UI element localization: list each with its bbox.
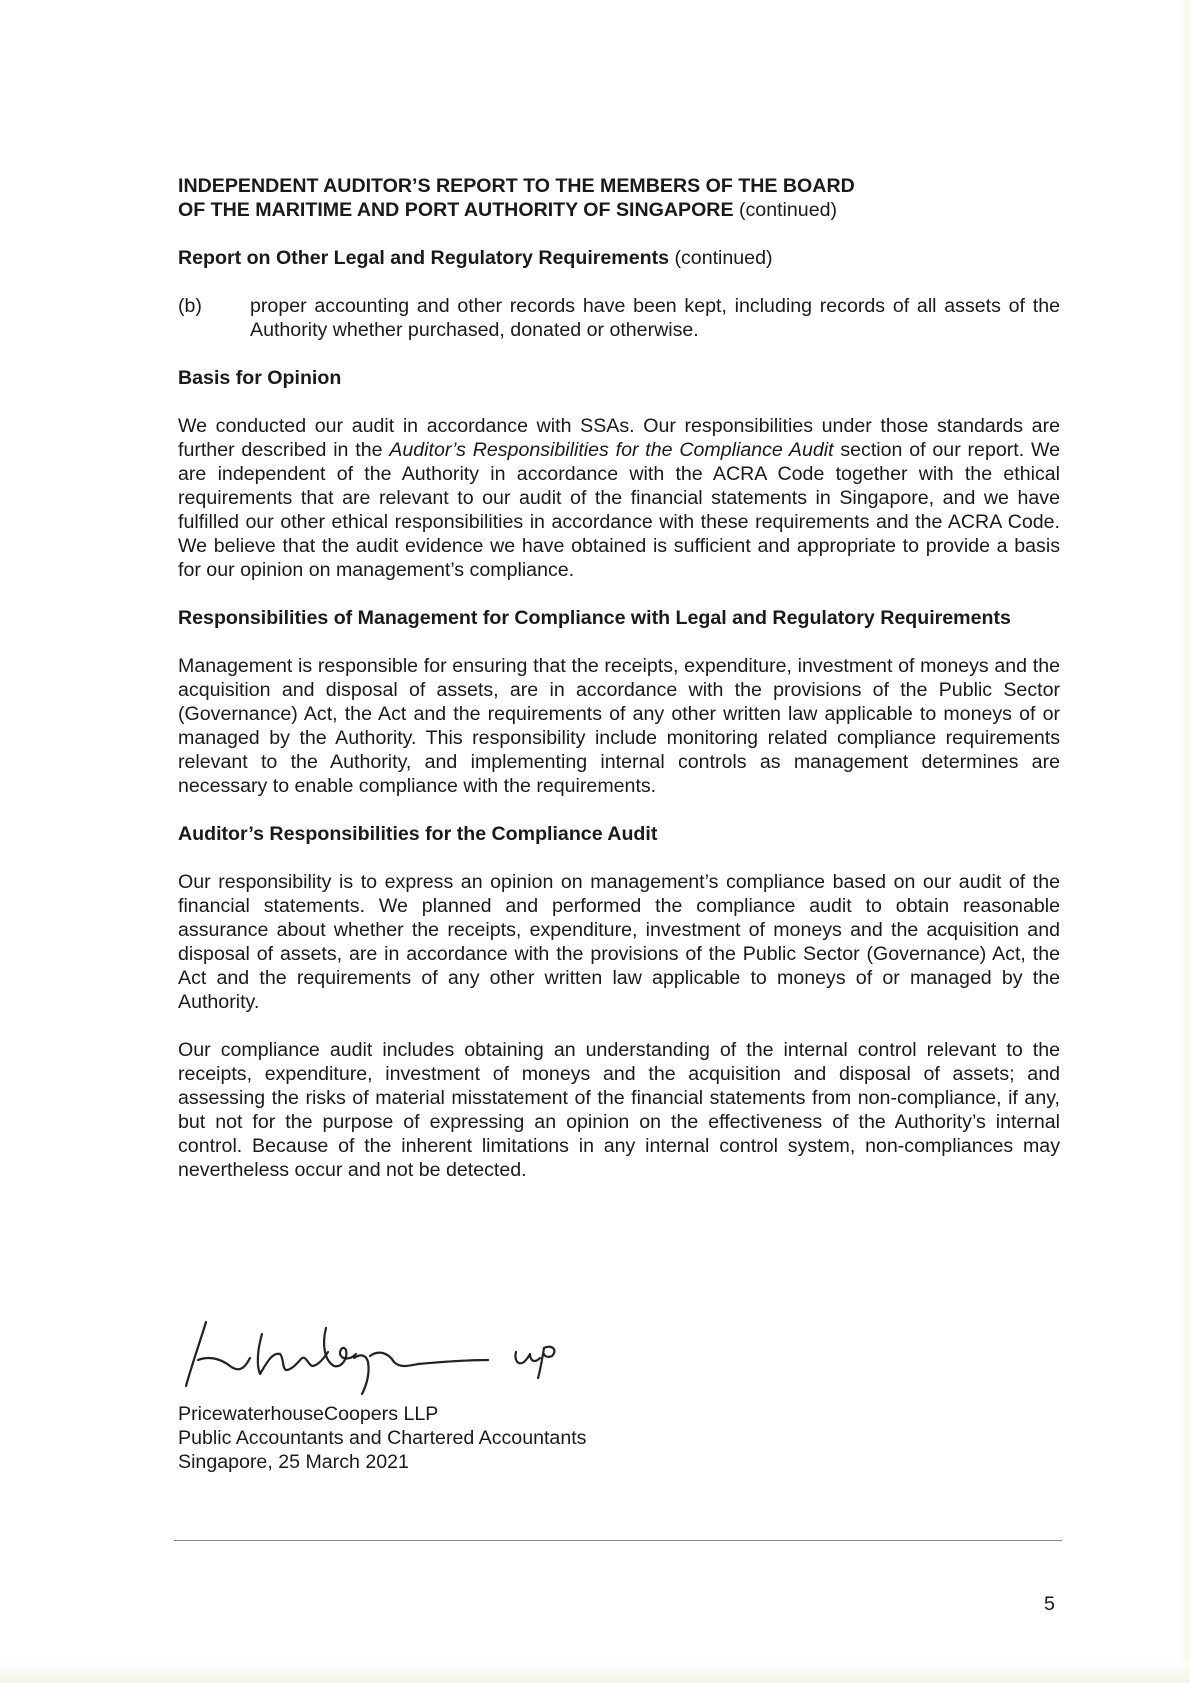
page-number: 5 [1044,1593,1055,1615]
auditor-responsibilities-heading: Auditor’s Responsibilities for the Compliance Audit [178,823,658,845]
list-item-marker: (b) [178,295,202,317]
report-body [178,174,1060,1182]
other-requirements-heading-text: Report on Other Legal and Regulatory Requirements [178,247,670,269]
basis-for-opinion-heading: Basis for Opinion [178,367,342,389]
report-title-line-2-text: OF THE MARITIME AND PORT AUTHORITY OF SINGAPORE [178,199,734,221]
report-title [178,174,1060,222]
signoff-block [178,1402,586,1474]
management-responsibilities-paragraph: Management is responsible for ensuring that the receipts, expenditure, investment of moneys and the acquisition and disposal of assets, are in accordance with the provisions of the Public Sector (Governance) Act, the Act and the requirements of any other written law applicable to moneys of or managed by the Authority. This responsibility include monitoring related compliance requirements relevant to the Authority, and implementing internal controls as management determines are necessary to enable compliance with the requirements. [178,655,1060,797]
basis-text-part-2: section of our report. We are independent of the Authority in accordance with the ACRA Code together with the ethical requirements that are relevant to our audit of the financial statements in Singapore, and we have fulfilled our other ethical responsibilities in accordance with these requirements and the ACRA Code. We believe that the audit evidence we have obtained is sufficient and appropriate to provide a basis for our opinion on management’s compliance. [178,439,1060,581]
place-and-date: Singapore, 25 March 2021 [178,1451,409,1473]
other-requirements-heading [178,246,1060,270]
basis-text-italic: Auditor’s Responsibilities for the Compliance Audit [389,439,834,461]
firm-name: PricewaterhouseCoopers LLP [178,1403,439,1425]
list-item-text: proper accounting and other records have been kept, including records of all assets of the Authority whether purchased, donated or otherwise. [250,295,1060,341]
footer-divider [174,1540,1062,1541]
management-responsibilities-heading: Responsibilities of Management for Compliance with Legal and Regulatory Requirements [178,607,1011,629]
firm-role: Public Accountants and Chartered Accountants [178,1427,587,1449]
scan-bottom-shading [0,1661,1190,1683]
report-title-line-2 [178,198,1060,222]
basis-for-opinion-paragraph [178,414,1060,582]
scan-edge-shading [1176,0,1190,1683]
list-item-b [178,294,1060,342]
basis-text-part-1: We conducted our audit in accordance with SSAs. Our responsibilities under those standards are further described in the [178,415,1060,461]
report-title-suffix: (continued) [738,199,838,221]
other-requirements-heading-suffix: (continued) [674,247,773,269]
auditor-responsibilities-paragraph-2: Our compliance audit includes obtaining an understanding of the internal control relevant to the receipts, expenditure, investment of moneys and the acquisition and disposal of assets; and assessing the risks of material misstatement of the financial statements from non-compliance, if any, but not for the purpose of expressing an opinion on the effectiveness of the Authority’s internal control. Because of the inherent limitations in any internal control system, non-compliances may nevertheless occur and not be detected. [178,1039,1060,1181]
report-title-line-1: INDEPENDENT AUDITOR’S REPORT TO THE MEMBERS OF THE BOARD [178,175,855,197]
handwritten-signature [178,1308,598,1398]
auditor-responsibilities-paragraph-1: Our responsibility is to express an opinion on management’s compliance based on our audit of the financial statements. We planned and performed the compliance audit to obtain reasonable assurance about whether the receipts, expenditure, investment of moneys and the acquisition and disposal of assets, are in accordance with the provisions of the Public Sector (Governance) Act, the Act and the requirements of any other written law applicable to moneys of or managed by the Authority. [178,871,1060,1013]
